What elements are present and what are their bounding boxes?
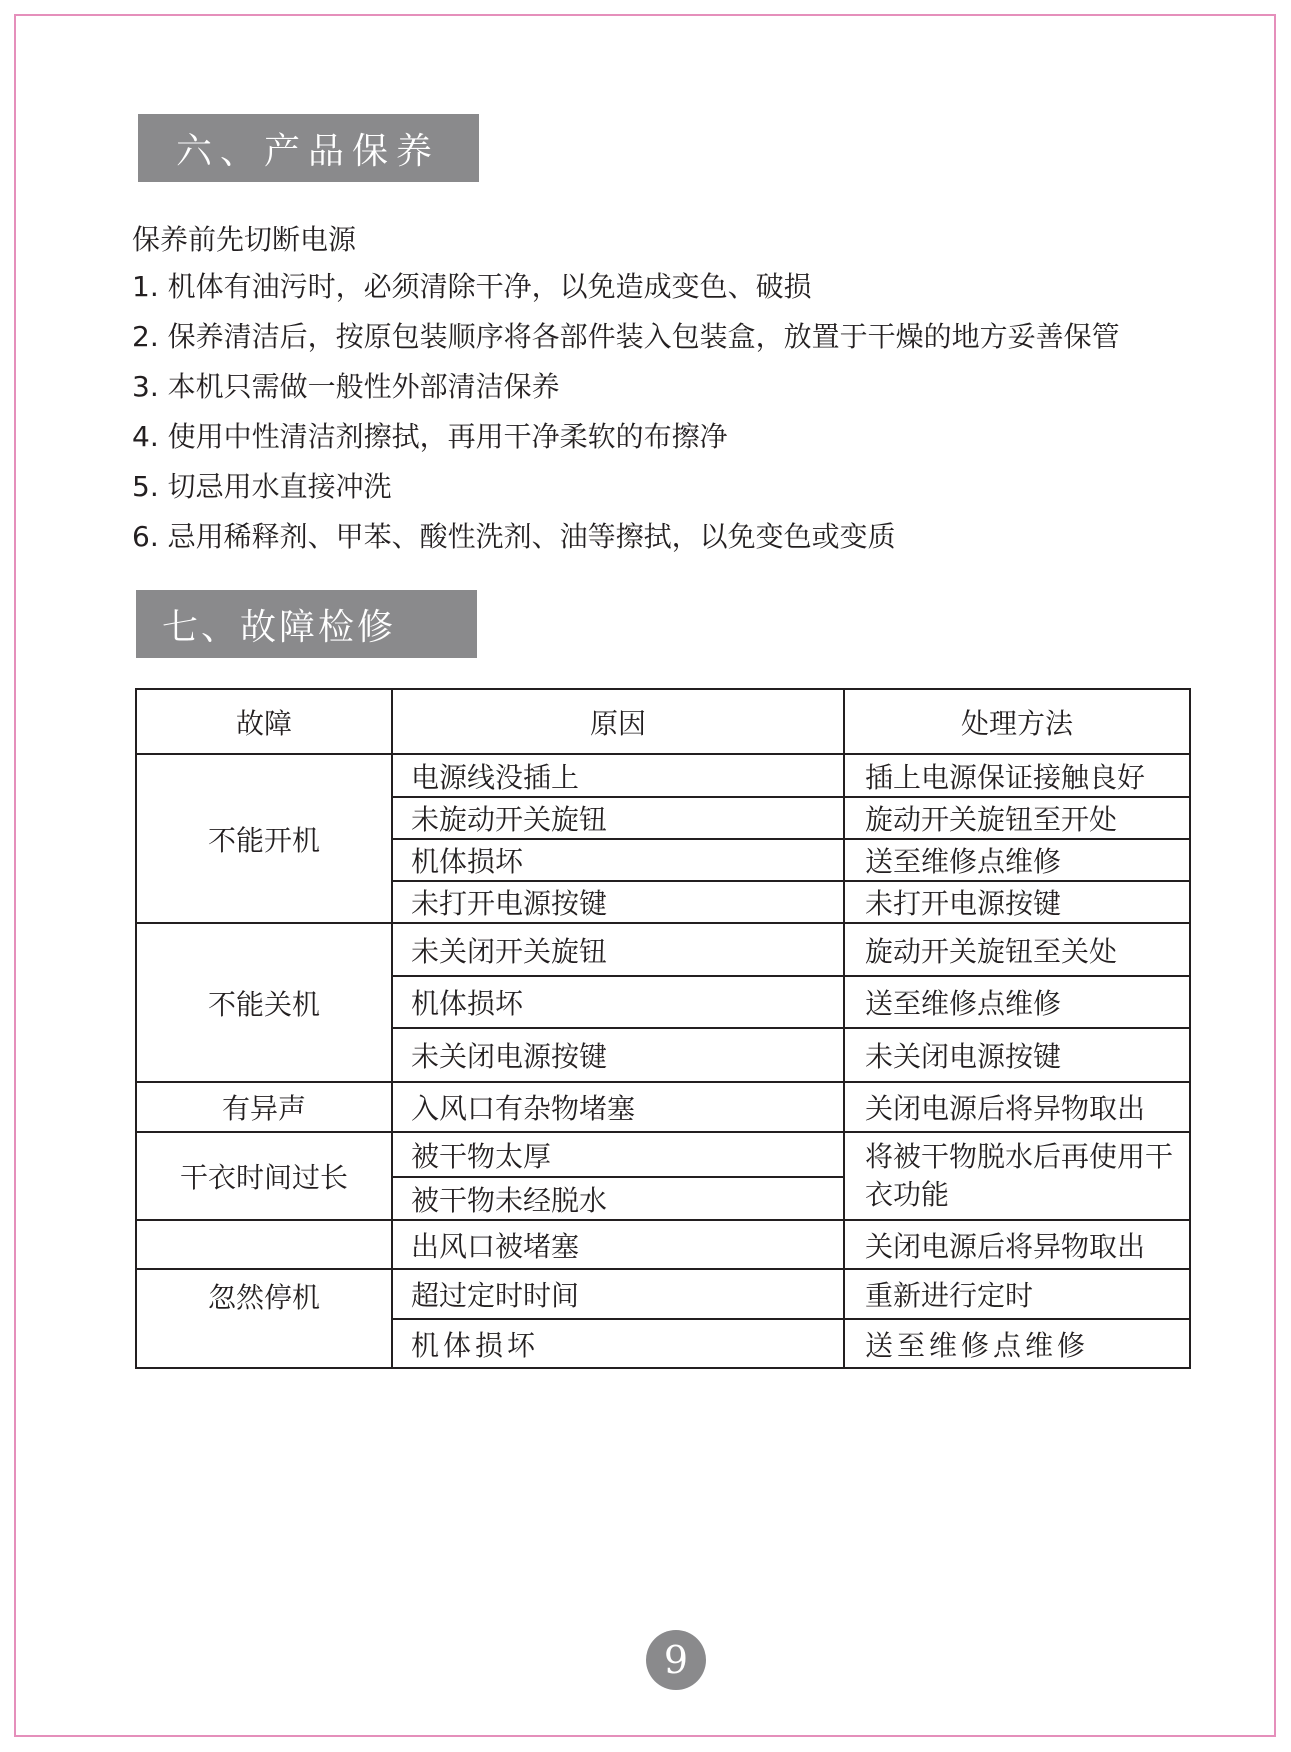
solution-cell: 将被干物脱水后再使用干衣功能 (844, 1132, 1190, 1220)
fault-cell (136, 1220, 392, 1269)
cause-cell: 未关闭开关旋钮 (392, 923, 844, 976)
fault-cell: 干衣时间过长 (136, 1132, 392, 1220)
cause-cell: 电源线没插上 (392, 754, 844, 797)
section-heading-maintenance: 六、产品保养 (138, 114, 479, 182)
cause-cell: 机体损坏 (392, 1319, 844, 1368)
fault-cell: 不能开机 (136, 754, 392, 923)
header-fault: 故障 (136, 689, 392, 754)
fault-cell: 不能关机 (136, 923, 392, 1082)
maintenance-intro: 保养前先切断电源 (132, 223, 357, 256)
solution-cell: 送至维修点维修 (844, 976, 1190, 1028)
troubleshooting-table (135, 688, 1191, 1369)
solution-cell: 未关闭电源按键 (844, 1028, 1190, 1082)
table-row (136, 754, 1190, 797)
cause-cell: 机体损坏 (392, 839, 844, 881)
maintenance-item-2: 2. 保养清洁后，按原包装顺序将各部件装入包装盒，放置于干燥的地方妥善保管 (132, 320, 1120, 353)
cause-cell: 超过定时时间 (392, 1269, 844, 1319)
maintenance-item-1: 1. 机体有油污时，必须清除干净，以免造成变色、破损 (132, 270, 812, 303)
solution-cell: 关闭电源后将异物取出 (844, 1082, 1190, 1132)
maintenance-item-3: 3. 本机只需做一般性外部清洁保养 (132, 370, 560, 403)
section-heading-troubleshooting: 七、故障检修 (136, 590, 477, 658)
table-row (136, 1082, 1190, 1132)
cause-cell: 入风口有杂物堵塞 (392, 1082, 844, 1132)
cause-cell: 机体损坏 (392, 976, 844, 1028)
solution-cell: 旋动开关旋钮至开处 (844, 797, 1190, 839)
solution-cell: 旋动开关旋钮至关处 (844, 923, 1190, 976)
maintenance-item-5: 5. 切忌用水直接冲洗 (132, 470, 392, 503)
cause-cell: 被干物太厚 (392, 1132, 844, 1177)
solution-cell: 未打开电源按键 (844, 881, 1190, 923)
fault-cell: 有异声 (136, 1082, 392, 1132)
solution-cell: 送至维修点维修 (844, 839, 1190, 881)
table-row (136, 1132, 1190, 1177)
header-solution: 处理方法 (844, 689, 1190, 754)
cause-cell: 未旋动开关旋钮 (392, 797, 844, 839)
table-row (136, 1269, 1190, 1319)
maintenance-item-6: 6. 忌用稀释剂、甲苯、酸性洗剂、油等擦拭，以免变色或变质 (132, 520, 896, 553)
table-header-row (136, 689, 1190, 754)
cause-cell: 出风口被堵塞 (392, 1220, 844, 1269)
table-row (136, 1220, 1190, 1269)
cause-cell: 未打开电源按键 (392, 881, 844, 923)
maintenance-item-4: 4. 使用中性清洁剂擦拭，再用干净柔软的布擦净 (132, 420, 728, 453)
cause-cell: 被干物未经脱水 (392, 1177, 844, 1220)
solution-cell: 送至维修点维修 (844, 1319, 1190, 1368)
solution-cell: 重新进行定时 (844, 1269, 1190, 1319)
cause-cell: 未关闭电源按键 (392, 1028, 844, 1082)
fault-cell: 忽然停机 (136, 1269, 392, 1368)
page-number-badge: 9 (646, 1630, 706, 1690)
table-row (136, 923, 1190, 976)
solution-cell: 关闭电源后将异物取出 (844, 1220, 1190, 1269)
header-cause: 原因 (392, 689, 844, 754)
solution-cell: 插上电源保证接触良好 (844, 754, 1190, 797)
